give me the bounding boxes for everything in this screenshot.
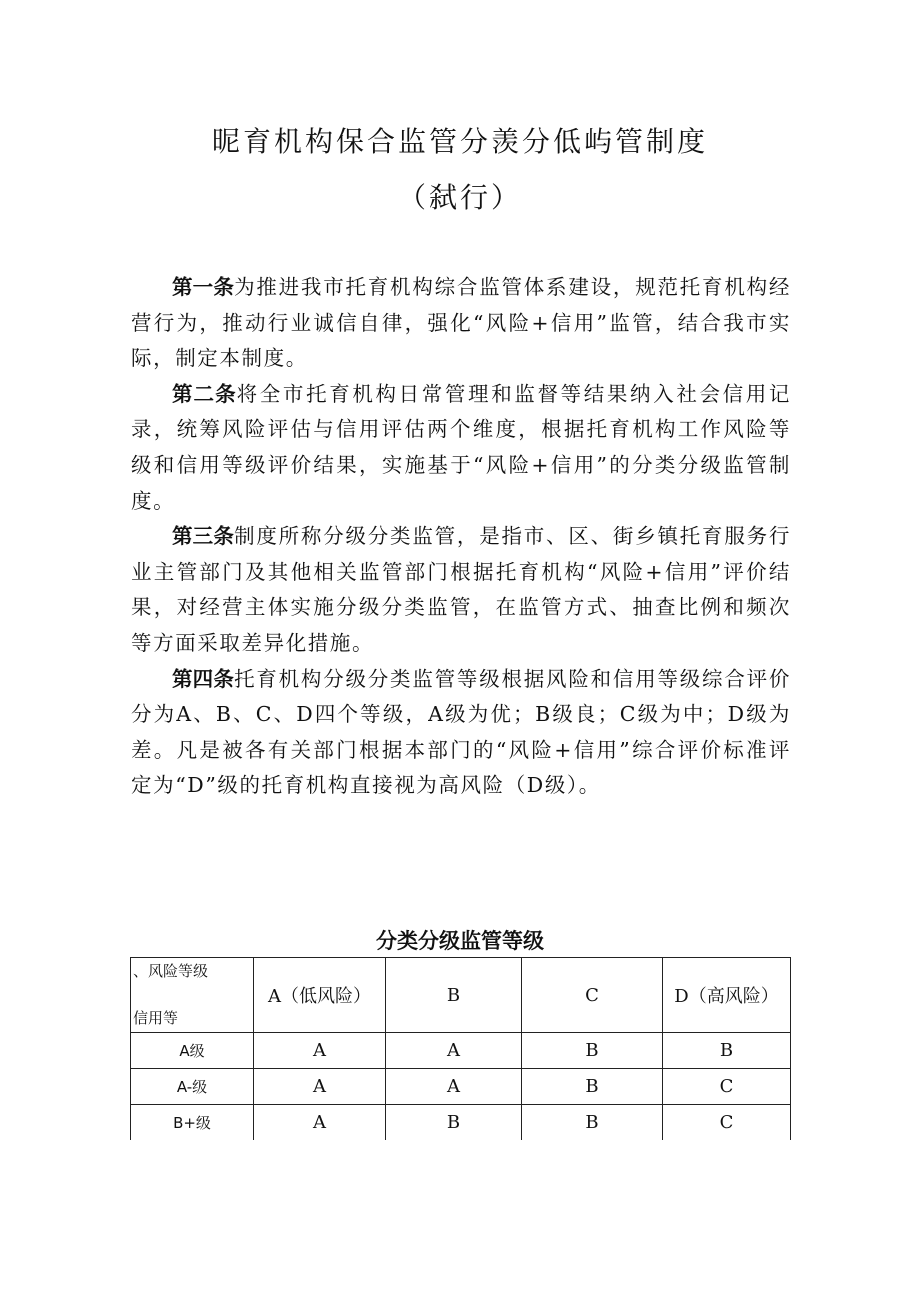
article-text: 为推进我市托育机构综合监管体系建设，规范托育机构经营行为，推动行业诚信自律，强化“风险+信用”监管，结合我市实际，制定本制度。 [131,275,792,371]
column-header: A（低风险） [254,958,386,1033]
table-cell: C [663,1105,791,1141]
column-header: D（高风险） [663,958,791,1033]
table-cell: C [663,1069,791,1105]
table-cell: B [522,1069,663,1105]
article-label: 第三条 [172,524,235,549]
table-title: 分类分级监管等级 [376,929,544,953]
article-label: 第一条 [172,275,235,299]
article-label: 第二条 [172,381,237,406]
article-label: 第四条 [172,666,235,691]
table-cell: A [386,1069,522,1105]
row-label: A级 [131,1033,254,1069]
article-text: 制度所称分级分类监管，是指市、区、街乡镇托育服务行业主管部门及其他相关监管部门根据托育机构“风险+信用”评价结果，对经营主体实施分级分类监管，在监管方式、抽查比例和频次等方面采取差异化措施。 [131,524,792,655]
table-cell: B [522,1105,663,1141]
article-paragraph [131,270,791,377]
table-cell: B [522,1033,663,1069]
article-text: 将全市托育机构日常管理和监督等结果纳入社会信用记录，统筹风险评估与信用评估两个维度，根据托育机构工作风险等级和信用等级评价结果，实施基于“风险+信用”的分类分级监管制度。 [131,381,792,513]
article-paragraph [131,519,791,661]
row-label: B+级 [131,1105,254,1141]
table-row [131,1069,791,1105]
table-row [131,1033,791,1069]
row-label: A-级 [131,1069,254,1105]
table-row [131,1105,791,1141]
column-header: C [522,958,663,1033]
article-text: 托育机构分级分类监管等级根据风险和信用等级综合评价分为A、B、C、D四个等级，A级为优；B级良；C级为中；D级为差。凡是被各有关部门根据本部门的“风险+信用”综合评价标准评定为“D”级的托育机构直接视为高风险（D级）。 [131,666,792,798]
corner-risk-label: 、风险等级 [133,962,209,980]
table-cell: A [254,1069,386,1105]
table-cell: B [386,1105,522,1141]
document-body [131,270,791,804]
document-subtitle: （弑行） [397,181,522,214]
grade-table [130,957,791,1140]
table-corner-cell [131,958,254,1033]
table-cell: B [663,1033,791,1069]
corner-credit-label: 信用等 [133,1009,179,1027]
table-cell: A [254,1105,386,1141]
table-cell: A [386,1033,522,1069]
article-paragraph [131,662,791,804]
article-paragraph [131,377,791,519]
table-cell: A [254,1033,386,1069]
document-title: 昵育机构保合监管分羡分低屿管制度 [211,125,708,158]
table-header-row [131,958,791,1033]
column-header: B [386,958,522,1033]
